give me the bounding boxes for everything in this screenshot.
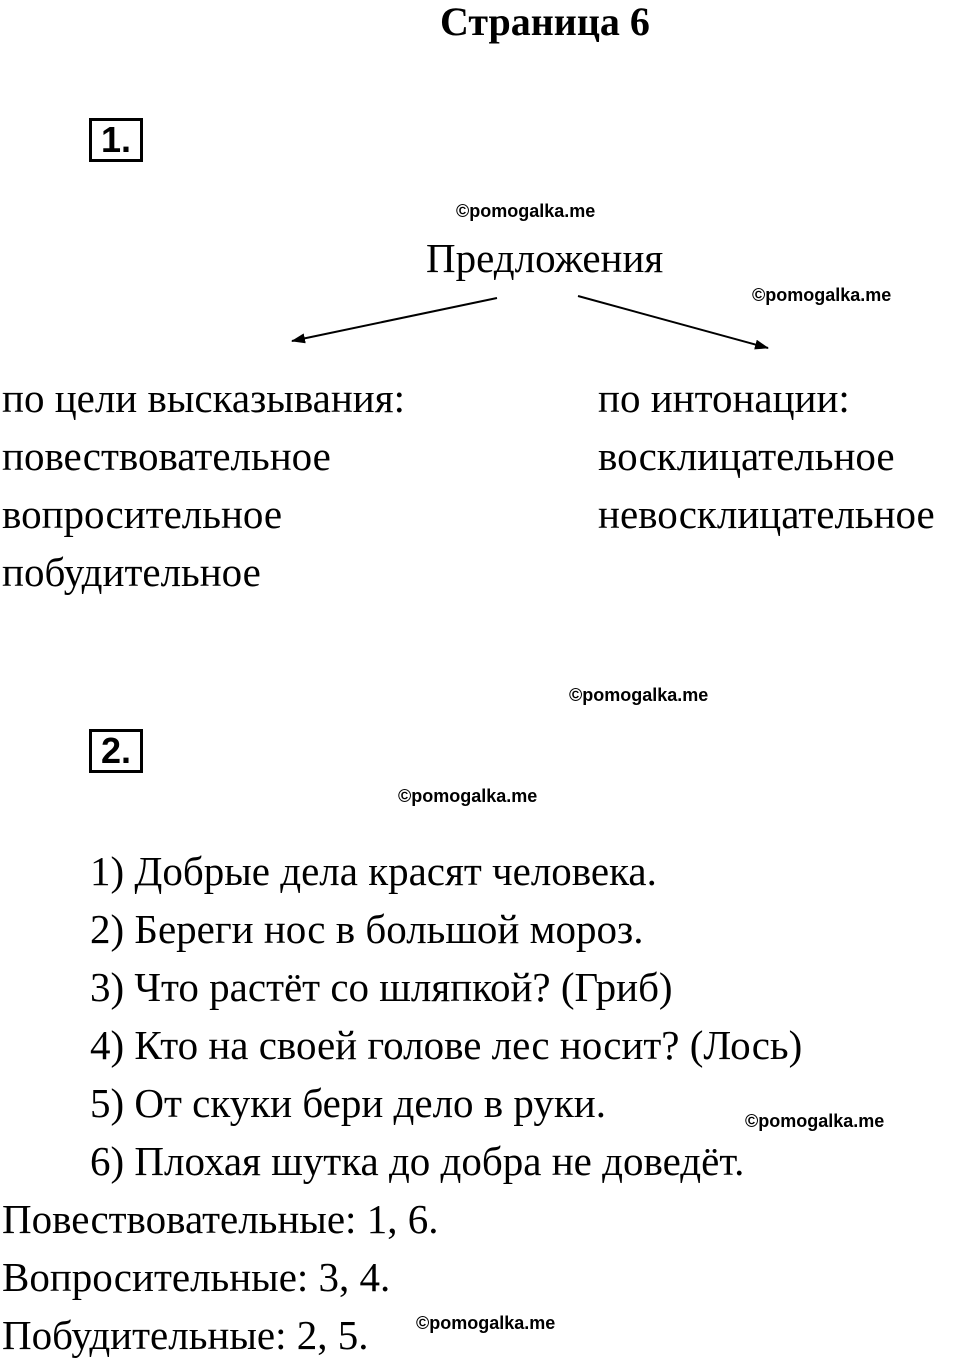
- answer-declarative: Повествовательные: 1, 6.: [2, 1196, 439, 1242]
- sentence-item: 5) От скуки бери дело в руки.: [90, 1080, 606, 1126]
- goal-item: вопросительное: [2, 491, 283, 537]
- page-title: Страница 6: [440, 0, 650, 44]
- sentence-item: 4) Кто на своей голове лес носит? (Лось): [90, 1022, 803, 1068]
- task-1-number: 1.: [89, 118, 143, 162]
- diagram-center-label: Предложения: [426, 235, 664, 281]
- goal-heading: по цели высказывания:: [2, 375, 405, 421]
- sentence-item: 1) Добрые дела красят человека.: [90, 848, 657, 894]
- watermark: ©pomogalka.me: [752, 285, 892, 305]
- watermark: ©pomogalka.me: [416, 1313, 556, 1333]
- diagram-arrows: [0, 0, 960, 400]
- sentence-item: 3) Что растёт со шляпкой? (Гриб): [90, 964, 673, 1010]
- sentence-item: 2) Береги нос в большой мороз.: [90, 906, 644, 952]
- arrow-right: [578, 296, 768, 348]
- sentence-item: 6) Плохая шутка до добра не доведёт.: [90, 1138, 745, 1184]
- answer-imperative: Побудительные: 2, 5.: [2, 1312, 369, 1358]
- watermark: ©pomogalka.me: [569, 685, 709, 705]
- intonation-item: восклицательное: [598, 433, 895, 479]
- watermark: ©pomogalka.me: [745, 1111, 885, 1131]
- intonation-heading: по интонации:: [598, 375, 850, 421]
- intonation-item: невосклицательное: [598, 491, 935, 537]
- goal-item: повествовательное: [2, 433, 331, 479]
- arrow-left: [292, 298, 497, 341]
- watermark: ©pomogalka.me: [398, 786, 538, 806]
- answer-interrogative: Вопросительные: 3, 4.: [2, 1254, 391, 1300]
- task-2-number: 2.: [89, 729, 143, 773]
- watermark: ©pomogalka.me: [456, 201, 596, 221]
- goal-item: побудительное: [2, 549, 261, 595]
